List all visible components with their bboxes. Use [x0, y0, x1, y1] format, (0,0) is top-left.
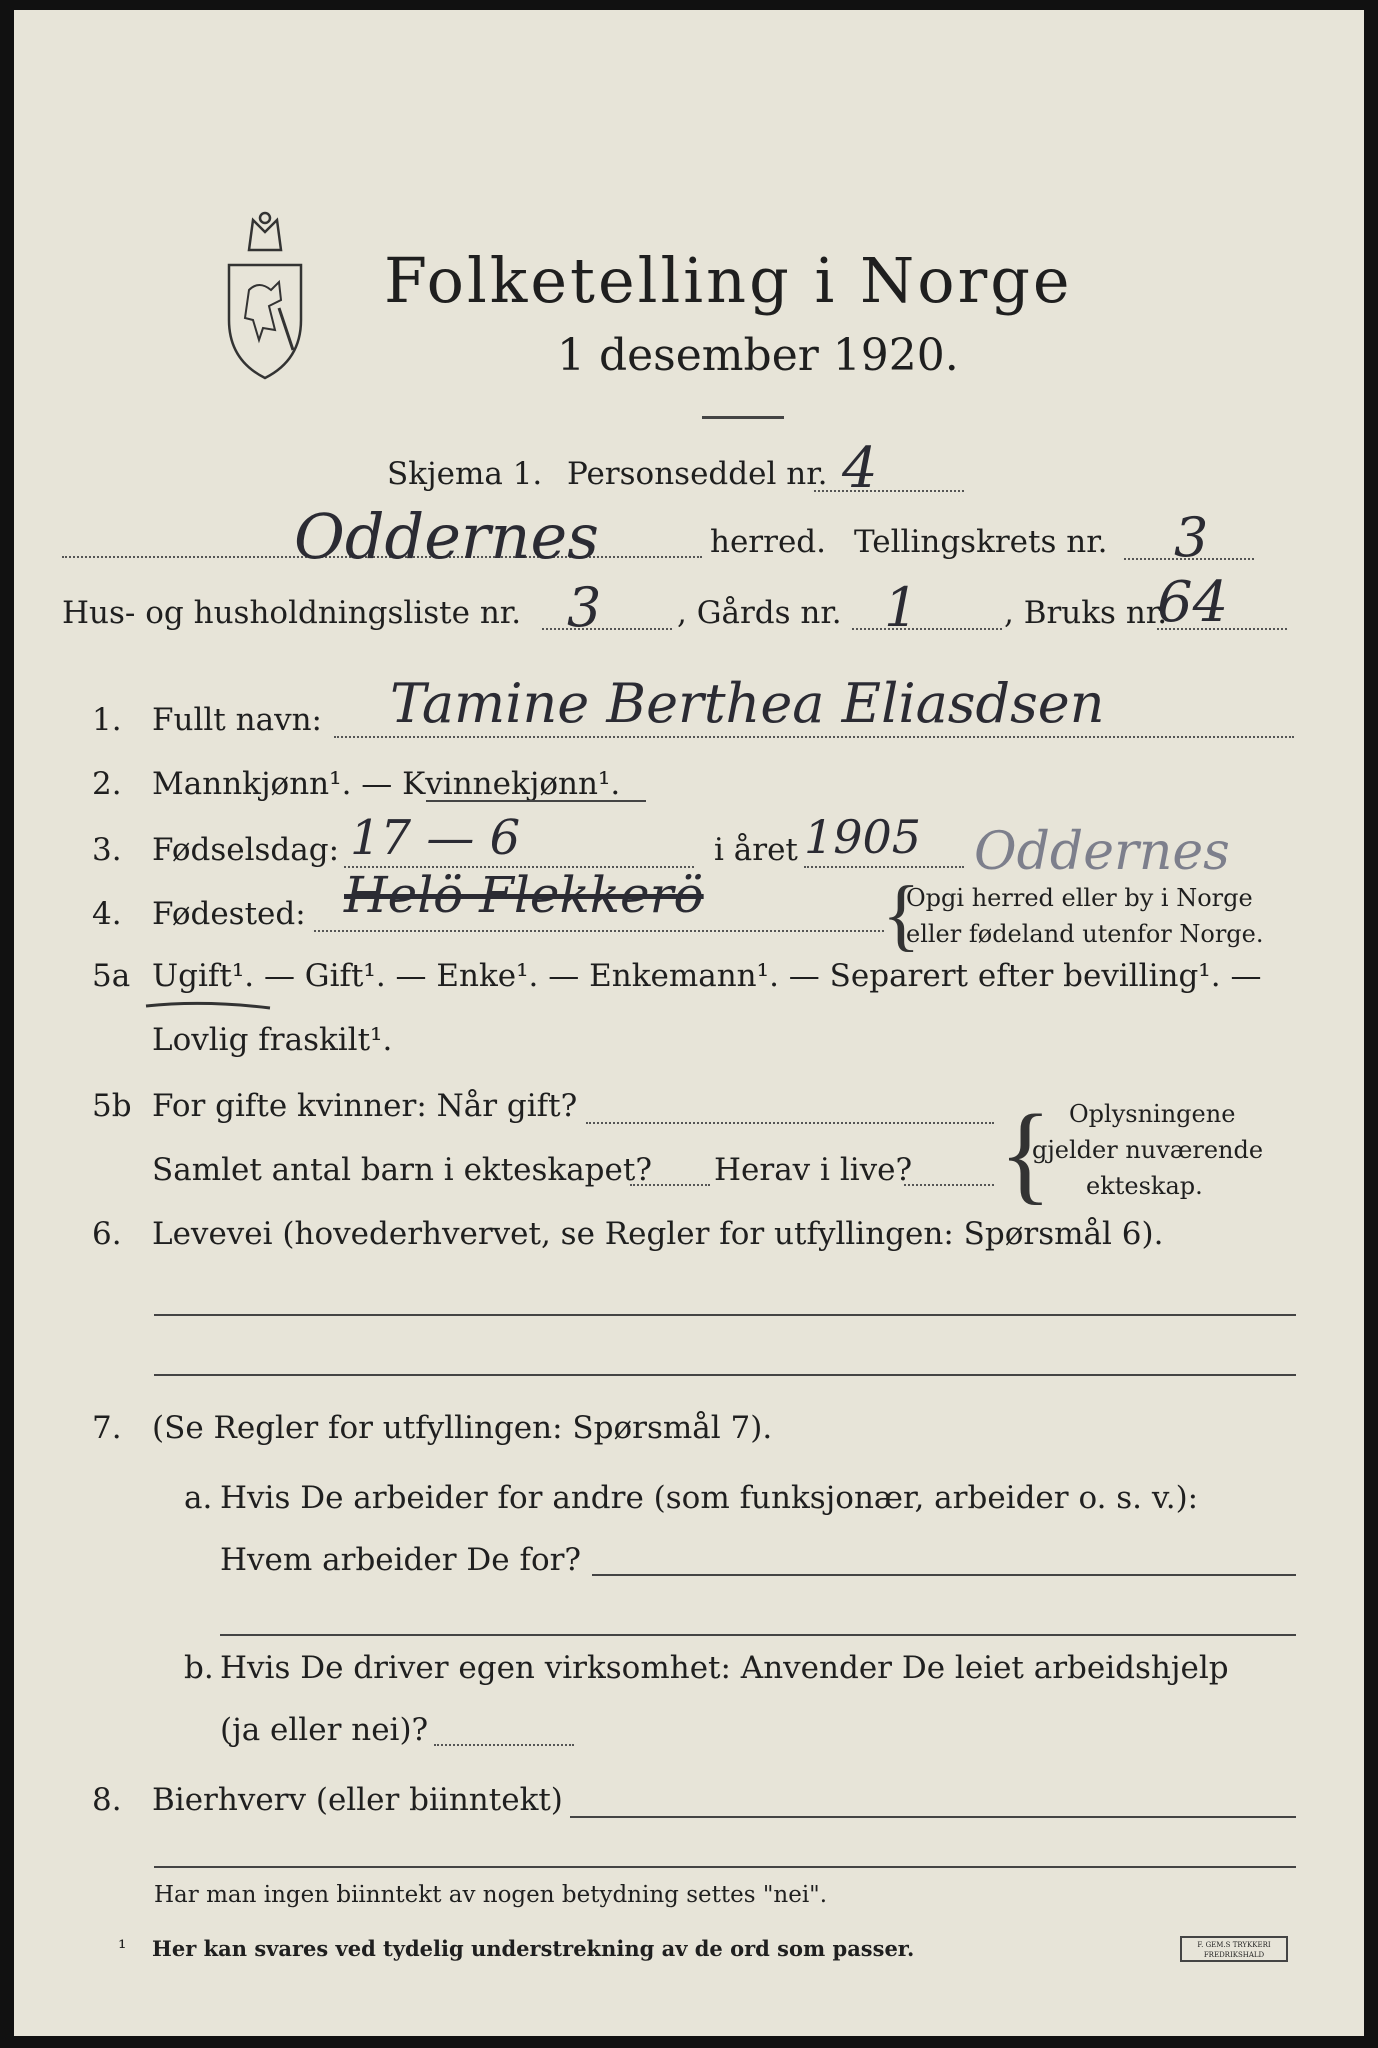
- printer-stamp-line2: FREDRIKSHALD: [1203, 1951, 1265, 1959]
- q4-field: [314, 930, 884, 932]
- gards-label: , Gårds nr.: [677, 595, 842, 631]
- q7a-number: a.: [184, 1480, 213, 1516]
- q8-number: 8.: [92, 1782, 122, 1818]
- husliste-label: Hus- og husholdningsliste nr.: [62, 595, 522, 631]
- q7b-line2: (ja eller nei)?: [220, 1712, 429, 1748]
- q3-year-value: 1905: [804, 810, 922, 864]
- q5b-children-field: [630, 1184, 710, 1186]
- q5b-note2: gjelder nuværende: [1032, 1136, 1264, 1164]
- personseddel-value: 4: [842, 436, 878, 501]
- q4-number: 4.: [92, 896, 122, 932]
- q4-value: Helö Flekkerö: [344, 866, 704, 924]
- q1-number: 1.: [92, 702, 122, 738]
- q6-label: Levevei (hovederhvervet, se Regler for utfyllingen: Spørsmål 6).: [152, 1216, 1164, 1252]
- q7a-line1: Hvis De arbeider for andre (som funksjonær, arbeider o. s. v.):: [220, 1480, 1199, 1516]
- personseddel-field: [814, 490, 964, 492]
- q1-label: Fullt navn:: [152, 702, 322, 738]
- q7a-line2: Hvem arbeider De for?: [220, 1542, 582, 1578]
- tellingskrets-value: 3: [1174, 506, 1209, 569]
- q7a-field: [592, 1574, 1296, 1576]
- schema-label: Skjema 1.: [387, 456, 543, 492]
- q8-answer-line2: [154, 1866, 1296, 1868]
- census-date: 1 desember 1920.: [557, 330, 959, 381]
- q8-field: [570, 1816, 1296, 1818]
- footnote-mark: ¹: [118, 1936, 127, 1960]
- bruks-label: , Bruks nr.: [1004, 595, 1168, 631]
- q5a-line1: Ugift¹. — Gift¹. — Enke¹. — Enkemann¹. — Separert efter bevilling¹. —: [152, 958, 1262, 994]
- q3-label: Fødselsdag:: [152, 832, 340, 868]
- q5a-underline-ugift: [144, 998, 274, 1014]
- q5b-married-field: [586, 1122, 994, 1124]
- q3-year-field: [804, 866, 964, 868]
- husliste-value: 3: [567, 576, 602, 639]
- printer-stamp: [1180, 1936, 1288, 1962]
- herred-value: Oddernes: [294, 500, 599, 573]
- q2-number: 2.: [92, 766, 122, 802]
- q3-year-label: i året: [714, 832, 798, 868]
- q7b-field: [434, 1744, 574, 1746]
- q4-label: Fødested:: [152, 896, 306, 932]
- q8-label: Bierhverv (eller biinntekt): [152, 1782, 563, 1818]
- q2-label: Mannkjønn¹. — Kvinnekjønn¹.: [152, 766, 621, 802]
- q5b-line1: For gifte kvinner: Når gift?: [152, 1088, 578, 1124]
- q7b-line1: Hvis De driver egen virksomhet: Anvender De leiet arbeidshjelp: [220, 1650, 1229, 1686]
- coat-of-arms-icon: [219, 210, 311, 380]
- q5b-note1: Oplysningene: [1069, 1100, 1236, 1128]
- footnote-text: Her kan svares ved tydelig understrekning av de ord som passer.: [152, 1936, 915, 1961]
- q5b-number: 5b: [92, 1088, 132, 1124]
- herred-label: herred.: [710, 524, 826, 560]
- bruks-value: 64: [1157, 570, 1229, 635]
- q4-note-line2: eller fødeland utenfor Norge.: [906, 920, 1264, 948]
- page-title: Folketelling i Norge: [384, 244, 1073, 317]
- gards-field: [852, 628, 1002, 630]
- q8-note: Har man ingen biinntekt av nogen betydning settes "nei".: [154, 1882, 828, 1908]
- tellingskrets-label: Tellingskrets nr.: [854, 524, 1108, 560]
- q4-note-brace: {: [882, 871, 921, 959]
- q3-number: 3.: [92, 832, 122, 868]
- q6-answer-line2: [154, 1374, 1296, 1376]
- q5a-line2: Lovlig fraskilt¹.: [152, 1022, 393, 1058]
- q1-field: [334, 736, 1294, 738]
- q2-underline-kvinnekjonn: [426, 800, 646, 802]
- q5b-note3: ekteskap.: [1086, 1172, 1203, 1200]
- birthplace-pencil-note: Oddernes: [974, 822, 1230, 882]
- q6-number: 6.: [92, 1216, 122, 1252]
- q6-answer-line1: [154, 1314, 1296, 1316]
- q7a-answer-line2: [220, 1634, 1296, 1636]
- q5b-line2a: Samlet antal barn i ekteskapet?: [152, 1152, 652, 1188]
- q4-note-line1: Opgi herred eller by i Norge: [906, 884, 1253, 912]
- husliste-field: [542, 628, 672, 630]
- q7-label: (Se Regler for utfyllingen: Spørsmål 7).: [152, 1410, 773, 1446]
- q1-value: Tamine Berthea Eliasdsen: [390, 672, 1105, 735]
- printer-stamp-line1: F. GEM.S TRYKKERI: [1197, 1941, 1271, 1949]
- census-form-page: [14, 10, 1364, 2036]
- title-rule: [702, 416, 784, 419]
- q3-day-month: 17 — 6: [350, 810, 521, 866]
- q7-number: 7.: [92, 1410, 122, 1446]
- q5a-number: 5a: [92, 958, 131, 994]
- q5b-note-brace: {: [999, 1092, 1052, 1214]
- gards-value: 1: [884, 576, 919, 639]
- q5b-line2b: Herav i live?: [714, 1152, 913, 1188]
- personseddel-label: Personseddel nr.: [567, 456, 828, 492]
- q7b-number: b.: [184, 1650, 214, 1686]
- q5b-alive-field: [904, 1184, 994, 1186]
